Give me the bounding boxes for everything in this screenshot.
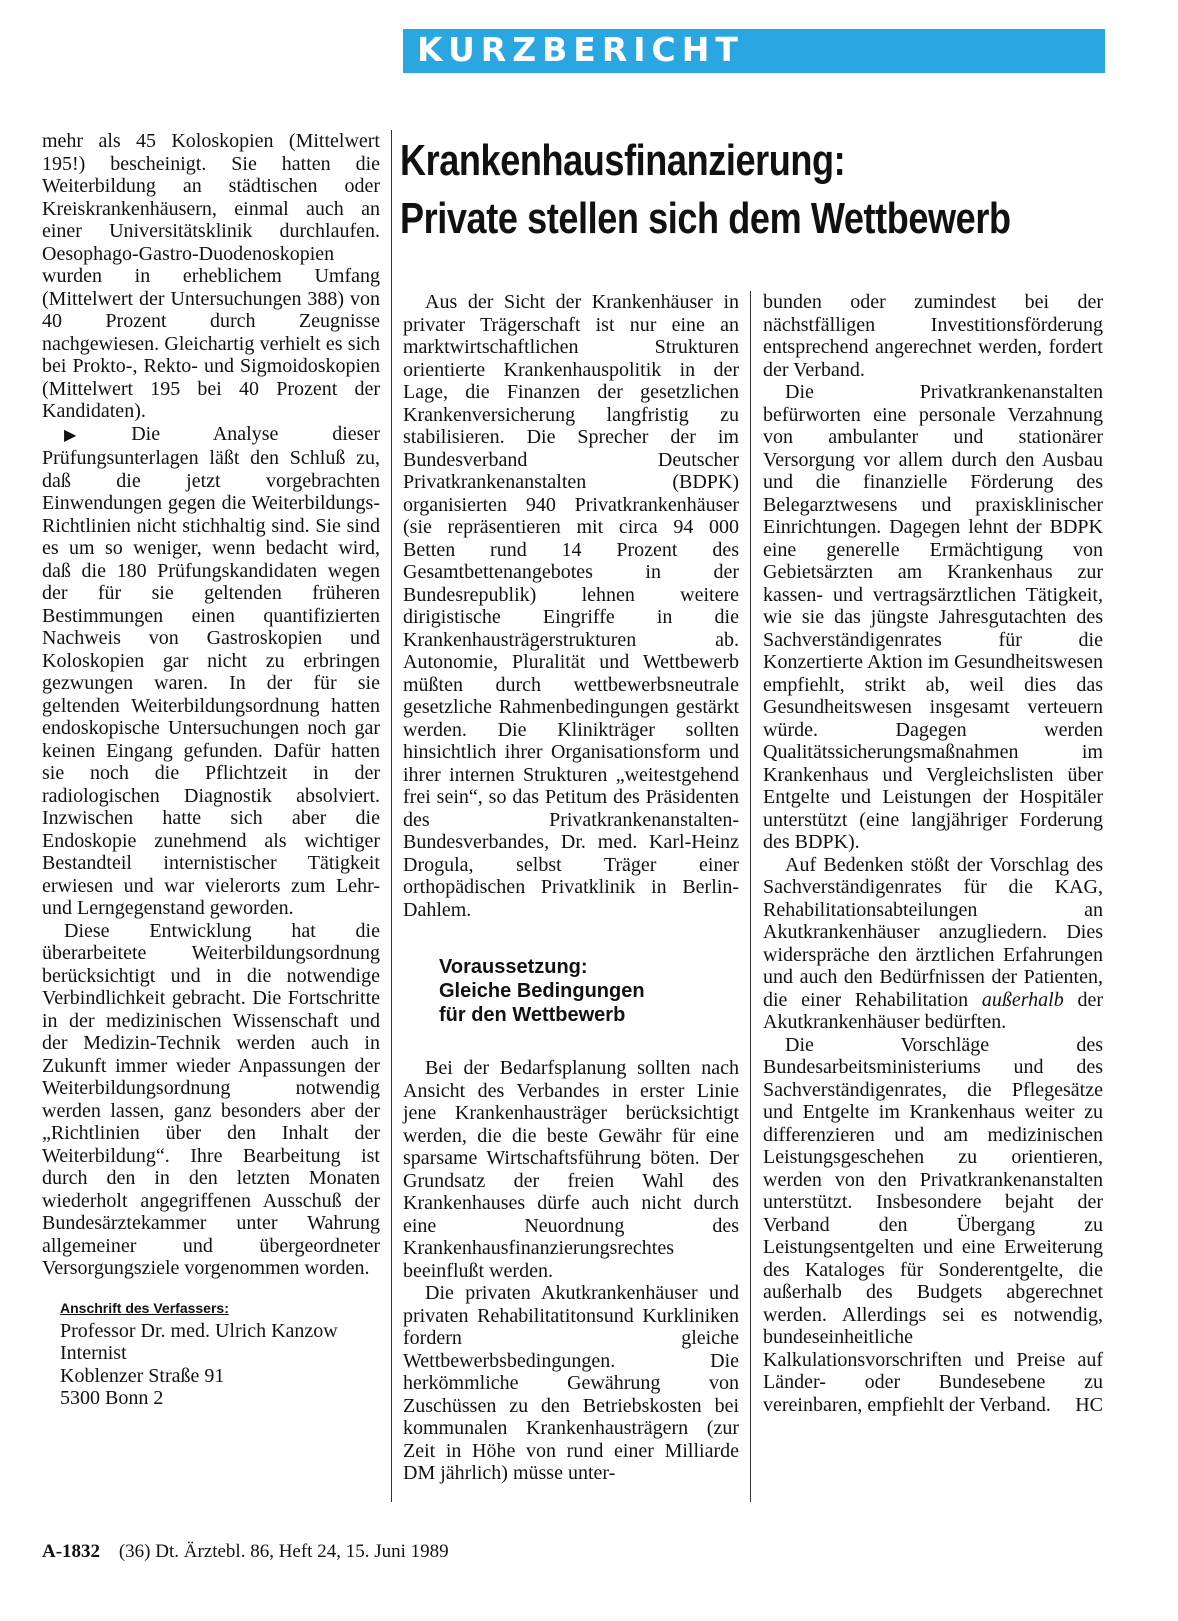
paragraph: Die privaten Akutkrankenhäuser und privaten Rehabilitatitonsund Kurkliniken fordern gleiche Wettbewerbsbedingungen. Die herkömmliche Gewährung von Zuschüssen zu den Betriebskosten bei kommunalen Krankenhausträgern (zur Zeit in Höhe von rund einer Milliarde DM jährlich) müsse unter- <box>403 1282 739 1484</box>
paragraph-text: der Akutkrankenhäuser bedürften. <box>763 988 1103 1033</box>
address-label: Anschrift des Verfassers: <box>60 1299 229 1316</box>
paragraph <box>763 854 1103 1034</box>
page-number: A-1832 <box>42 1541 101 1562</box>
column-2 <box>403 291 739 1485</box>
page-footer <box>42 1540 449 1564</box>
paragraph: Bei der Bedarfsplanung sollten nach Ansicht des Verbandes in erster Linie jene Krankenhausträger berücksichtigt werden, die die beste Gewähr für eine sparsame Wirtschaftsführung böten. Der Grundsatz der freien Wahl des Krankenhauses dürfe auch nicht durch eine Neuordnung des Krankenhausfinanzierungsrechtes beeinflußt werden. <box>403 1057 739 1282</box>
paragraph: mehr als 45 Koloskopien (Mittelwert 195!) bescheinigt. Sie hatten die Weiterbildung an städtischen oder Kreiskrankenhäusern, einmal auch an einer Universitätsklinik durchlaufen. Oesophago-Gastro-Duodenoskopien wurden in erheblichem Umfang (Mittelwert der Untersuchungen 388) von 40 Prozent durch Zeugnisse nachgewiesen. Gleichartig verhielt es sich bei Prokto-, Rekto- und Sigmoidoskopien (Mittelwert 195 bei 40 Prozent der Kandidaten). <box>42 130 380 422</box>
paragraph-text: Die Analyse dieser Prüfungsunterlagen läßt den Schluß zu, daß die jetzt vorgebrachten Einwendungen gegen die Weiterbildungs-Richtlinien nicht stichhaltig sind. Sie sind es um so weniger, wenn bedacht wird, daß die 180 Prüfungskandidaten wegen der für sie geltenden früheren Bestimmungen einen quantifizierten Nachweis von Gastroskopien und Koloskopien gar nicht zu erbringen gezwungen waren. In der für sie geltenden Weiterbildungsordnung hatten endoskopische Untersuchungen noch gar keinen Eingang gefunden. Dafür hatten sie noch die Pflichtzeit in der radiologischen Diagnostik absolviert. Inzwischen hatte sich aber die Endoskopie zunehmend als wichtiger Bestandteil internistischer Tätigkeit erwiesen und war vielerorts zum Lehr- und Lerngegenstand geworden. <box>42 422 380 919</box>
paragraph-with-marker <box>42 423 380 920</box>
section-banner <box>403 29 1105 73</box>
citation: (36) Dt. Ärztebl. 86, Heft 24, 15. Juni 1989 <box>118 1541 449 1562</box>
paragraph: Diese Entwicklung hat die überarbeitete Weiterbildungsordnung berücksichtigt und in die notwendige Verbindlichkeit gebracht. Die Fortschritte in der medizinischen Wissenschaft und der Medizin-Technik werden auch in Zukunft immer wieder Anpassungen der Weiterbildungsordnung notwendig werden lassen, ganz besonders aber der „Richtlinien über den Inhalt der Weiterbildung“. Ihre Bearbeitung ist durch den in den letzten Monaten wiederholt angegriffenen Ausschuß der Bundesärztekammer unter Wahrung allgemeiner und übergeordneter Versorgungsziele vorgenommen worden. <box>42 919 380 1279</box>
author-address <box>42 1298 380 1410</box>
paragraph-text: Die Vorschläge des Bundesarbeitsministeriums und des Sachverständigenrates, die Pflegesätze und Entgelte im Krankenhaus weiter zu differenzieren und am medizinischen Leistungsgeschehen zu orientieren, werden von den Privatkrankenanstalten unterstützt. Insbesondere bejaht der Verband den Übergang zu Leistungsentgelten und eine Erweiterung des Kataloges für Sonderentgelte, die außerhalb des Budgets abgerechnet werden. Allerdings sei es notwendig, bundeseinheitliche Kalkulationsvorschriften und Preise auf Länder- oder Bundesebene zu vereinbaren, empfiehlt der Verband. <box>763 1033 1103 1416</box>
headline-line-2: Private stellen sich dem Wettbewerb <box>400 194 1011 243</box>
subheading-line: Gleiche Bedingungen <box>439 980 645 1002</box>
headline <box>400 132 1011 248</box>
paragraph: Aus der Sicht der Krankenhäuser in privater Trägerschaft ist nur eine an marktwirtschaftlichen Strukturen orientierte Krankenhauspolitik in der Lage, die Finanzen der gesetzlichen Krankenversicherung langfristig zu stabilisieren. Die Sprecher der im Bundesverband Deutscher Privatkrankenanstalten (BDPK) organisierten 940 Privatkrankenhäuser (sie repräsentieren mit circa 94 000 Betten rund 14 Prozent des Gesamtbettenangebotes in der Bundesrepublik) lehnen weitere dirigistische Eingriffe in die Krankenhausträgerstrukturen ab. Autonomie, Pluralität und Wettbewerb müßten durch wettbewerbsneutrale gesetzliche Rahmenbedingungen gestärkt werden. Die Klinikträger sollten hinsichtlich ihrer Organisationsform und ihrer internen Strukturen „weitestgehend frei sein“, so das Petitum des Präsidenten des Privatkrankenanstalten-Bundesverbandes, Dr. med. Karl-Heinz Drogula, selbst Träger einer orthopädischen Privatklinik in Berlin-Dahlem. <box>403 291 739 921</box>
address-line: Koblenzer Straße 91 <box>60 1364 225 1387</box>
paragraph-text: Auf Bedenken stößt der Vorschlag des Sachverständigenrates für die KAG, Rehabilitationsabteilungen an Akutkrankenhäuser anzugliedern. Dies widerspräche den ärztlichen Erfahrungen und auch den Bedürfnissen der Patienten, die einer Rehabilitation <box>763 853 1103 1011</box>
address-line: Internist <box>60 1342 127 1364</box>
address-line: 5300 Bonn 2 <box>60 1387 164 1409</box>
column-3 <box>763 291 1103 1416</box>
paragraph <box>763 1034 1103 1417</box>
column-divider-left <box>391 130 392 1502</box>
column-divider-right <box>750 291 751 1502</box>
subheading-line: für den Wettbewerb <box>439 1004 626 1026</box>
paragraph: Die Privatkrankenanstalten befürworten eine personale Verzahnung von ambulanter und stationärer Versorgung vor allem durch den Ausbau und die finanzielle Förderung des Belegarztwesens und praxisklinischer Einrichtungen. Dagegen lehnt der BDPK eine generelle Ermächtigung von Gebietsärzten am Krankenhaus zur kassen- und vertragsärztlichen Tätigkeit, wie sie das jüngste Jahresgutachten des Sachverständigenrates für die Konzertierte Aktion im Gesundheitswesen empfiehlt, strikt ab, weil dies das Gesundheitswesen insgesamt verteuern würde. Dagegen werden Qualitätssicherungsmaßnahmen im Krankenhaus und Vergleichslisten über Entgelte und Leistungen der Hospitäler unterstützt (eine langjähriger Forderung des BDPK). <box>763 381 1103 853</box>
section-label: KURZBERICHT <box>417 30 744 69</box>
paragraph: bunden oder zumindest bei der nächstfälligen Investitionsförderung entsprechend angerechnet werden, fordert der Verband. <box>763 291 1103 381</box>
headline-line-1: Krankenhausfinanzierung: <box>400 136 846 185</box>
subheading-line: Voraussetzung: <box>439 956 588 978</box>
subheading <box>439 955 739 1027</box>
author-initials: HC <box>1075 1393 1103 1416</box>
triangle-bullet-icon: ▶ <box>64 426 126 444</box>
address-line: Professor Dr. med. Ulrich Kanzow <box>60 1319 338 1342</box>
emphasis: außerhalb <box>981 988 1064 1011</box>
column-1 <box>42 130 380 1410</box>
